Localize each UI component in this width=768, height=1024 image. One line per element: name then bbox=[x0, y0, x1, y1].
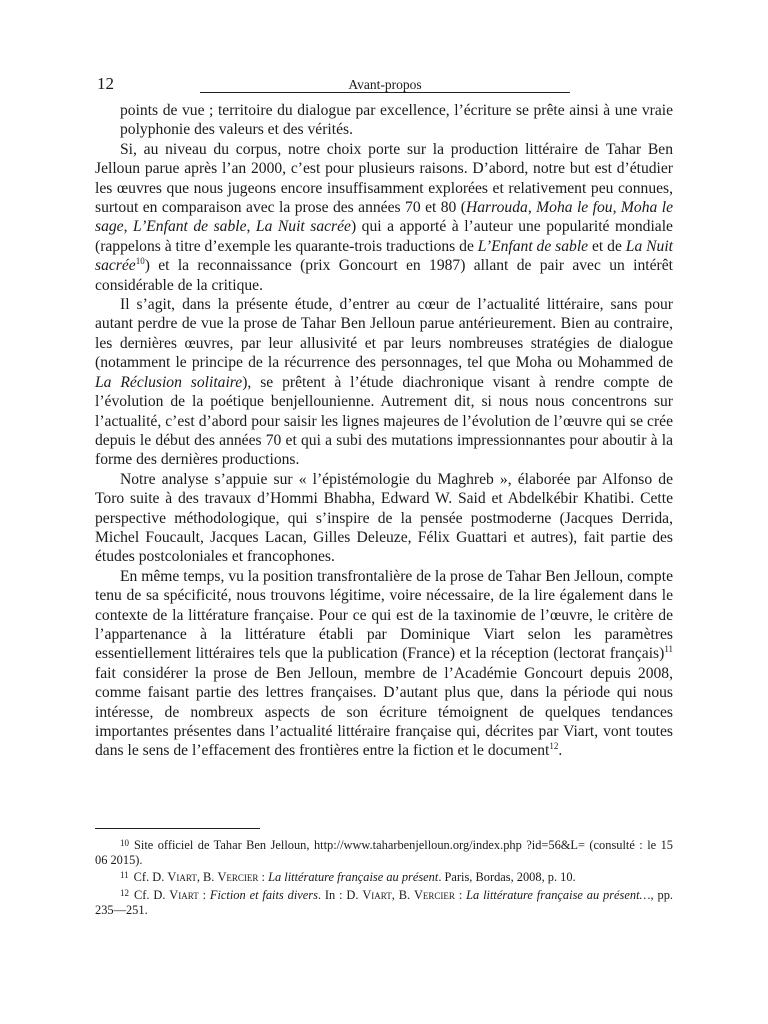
paragraph bbox=[95, 140, 673, 295]
paragraph bbox=[95, 470, 673, 567]
paragraph bbox=[95, 101, 673, 140]
italic-title: L’Enfant de sable bbox=[133, 218, 247, 236]
text-run: ) qui a apporté à l’auteur une popularité mondiale (rappelons à titre d’exemple les quarante-trois traductions de bbox=[95, 218, 673, 255]
text-run: , bbox=[246, 218, 256, 236]
footnote-number: 11 bbox=[120, 870, 129, 881]
italic-title: La Nuit sacrée bbox=[95, 237, 673, 275]
footnote-reference: 12 bbox=[549, 741, 559, 752]
italic-title: Harrouda bbox=[466, 199, 528, 217]
text-run: ), se prêtent à l’étude diachronique visant à rendre compte de l’évolution de la poétique benjellounienne. Autrement dit, si nous nous concentrons sur l’actualité, c’est d’abord pour saisir les lignes majeures de l’évolution de l’œuvre qui se crée depuis le début des années 70 et qui a subi des mutations impressionnantes pour aboutir à la forme des dernières productions. bbox=[95, 373, 673, 469]
page-number: 12 bbox=[97, 74, 114, 93]
italic-title: La littérature française au présent bbox=[268, 870, 439, 885]
text-run: Cf. D. bbox=[133, 870, 168, 885]
footnote-number: 10 bbox=[120, 838, 129, 848]
text-run: . In : D. bbox=[317, 887, 363, 902]
text-run: , bbox=[123, 218, 133, 236]
running-title: Avant-propos bbox=[348, 77, 422, 92]
author-name: Vercier bbox=[413, 887, 455, 902]
text-run: fait considérer la prose de Ben Jelloun, membre de l’Académie Goncourt depuis 2008, comme faisant partie des lettres françaises. D’autant plus que, dans la période qui nous intéresse, de nombreux aspects de son écriture témoignent de quelques tendances importantes présentes dans l’actualité littéraire française qui, décrites par Viart, vont toutes dans le sens de l’effacement des frontières entre la fiction et le document bbox=[95, 664, 673, 760]
text-run: : bbox=[198, 887, 210, 902]
text-run: Il s’agit, dans la présente étude, d’entrer au cœur de l’actualité littéraire, sans pour autant perdre de vue la prose de Tahar Ben Jelloun parue antérieurement. Bien au contraire, les dernières œuvres, par leur allusivité et par leurs nombreuses stratégies de dialogue (notamment le principe de la récurrence des personnages, tel que Moha ou Mohammed de bbox=[95, 296, 673, 372]
author-name: Vercier bbox=[217, 870, 259, 885]
text-run: Si, au niveau du corpus, notre choix porte sur la production littéraire de Tahar Ben Jelloun parue après l’an 2000, c’est pour plusieurs raisons. D’abord, notre but est d’étudier les œuvres que nous jugeons encore insuffisamment explorées et relativement peu connues, surtout en comparaison avec la prose des années 70 et 80 ( bbox=[95, 140, 673, 217]
text-run: : bbox=[258, 870, 269, 885]
text-run: , pp. 235—251. bbox=[95, 887, 673, 917]
footnote bbox=[95, 868, 673, 885]
paragraph bbox=[95, 295, 673, 470]
footnotes bbox=[95, 836, 673, 918]
italic-title: La littérature française au présent… bbox=[466, 887, 651, 902]
footnote-reference: 10 bbox=[135, 256, 145, 267]
author-name: Viart bbox=[362, 887, 392, 902]
italic-title: La Nuit sacrée bbox=[255, 218, 351, 236]
author-name: Viart bbox=[167, 870, 197, 885]
page-header bbox=[95, 68, 673, 98]
footnote-number: 12 bbox=[120, 887, 129, 898]
italic-title: Moha le fou, Moha le sage bbox=[95, 199, 674, 236]
text-run: ) et la reconnaissance (prix Goncourt en 1987) allant de pair avec un intérêt considérable de la critique. bbox=[95, 257, 673, 294]
header-rule bbox=[200, 92, 570, 93]
text-run: et de bbox=[588, 237, 626, 255]
text-run: : bbox=[454, 887, 467, 902]
text-run: . Paris, Bordas, 2008, p. 10. bbox=[438, 870, 576, 885]
italic-title: La Réclusion solitaire bbox=[95, 373, 243, 391]
text-run: Notre analyse s’appuie sur « l’épistémologie du Maghreb », élaborée par Alfonso de Toro suite à des travaux d’Hommi Bhabha, Edward W. Said et Abdelkébir Khatibi. Cette perspective méthodologique, qui s’inspire de la pensée postmoderne (Jacques Derrida, Michel Foucault, Jacques Lacan, Gilles Deleuze, Félix Guattari et autres), fait partie des études postcoloniales et francophones. bbox=[95, 470, 673, 566]
italic-title: Fiction et faits divers bbox=[209, 887, 318, 902]
text-run: , B. bbox=[196, 870, 218, 885]
footnote bbox=[95, 836, 673, 868]
footnote bbox=[95, 886, 673, 918]
italic-title: L’Enfant de sable bbox=[477, 237, 589, 255]
text-run: Site officiel de Tahar Ben Jelloun, http://www.taharbenjelloun.org/index.php ?id=56&L= (consulté : le 15 06 2015). bbox=[95, 838, 673, 868]
footnote-reference: 11 bbox=[664, 644, 673, 655]
text-run: En même temps, vu la position transfrontalière de la prose de Tahar Ben Jelloun, compte tenu de sa spécificité, nous trouvons légitime, voire nécessaire, de la lire également dans le contexte de la littérature française. Pour ce qui est de la taxinomie de l’œuvre, le critère de l’appartenance à la littérature établi par Dominique Viart selon les paramètres essentiellement littéraires tels que la publication (France) et la réception (lectorat français) bbox=[95, 567, 673, 663]
author-name: Viart bbox=[169, 887, 199, 902]
paragraph bbox=[95, 567, 673, 761]
body-text bbox=[95, 101, 673, 761]
text-run: Cf. D. bbox=[134, 887, 170, 902]
footnote-rule bbox=[95, 828, 260, 829]
text-run: , B. bbox=[391, 887, 414, 902]
text-run: points de vue ; territoire du dialogue par excellence, l’écriture se prête ainsi à une vraie polyphonie des valeurs et des vérités. bbox=[120, 102, 673, 139]
text-run: . bbox=[558, 742, 563, 760]
text-run: , bbox=[527, 199, 537, 217]
